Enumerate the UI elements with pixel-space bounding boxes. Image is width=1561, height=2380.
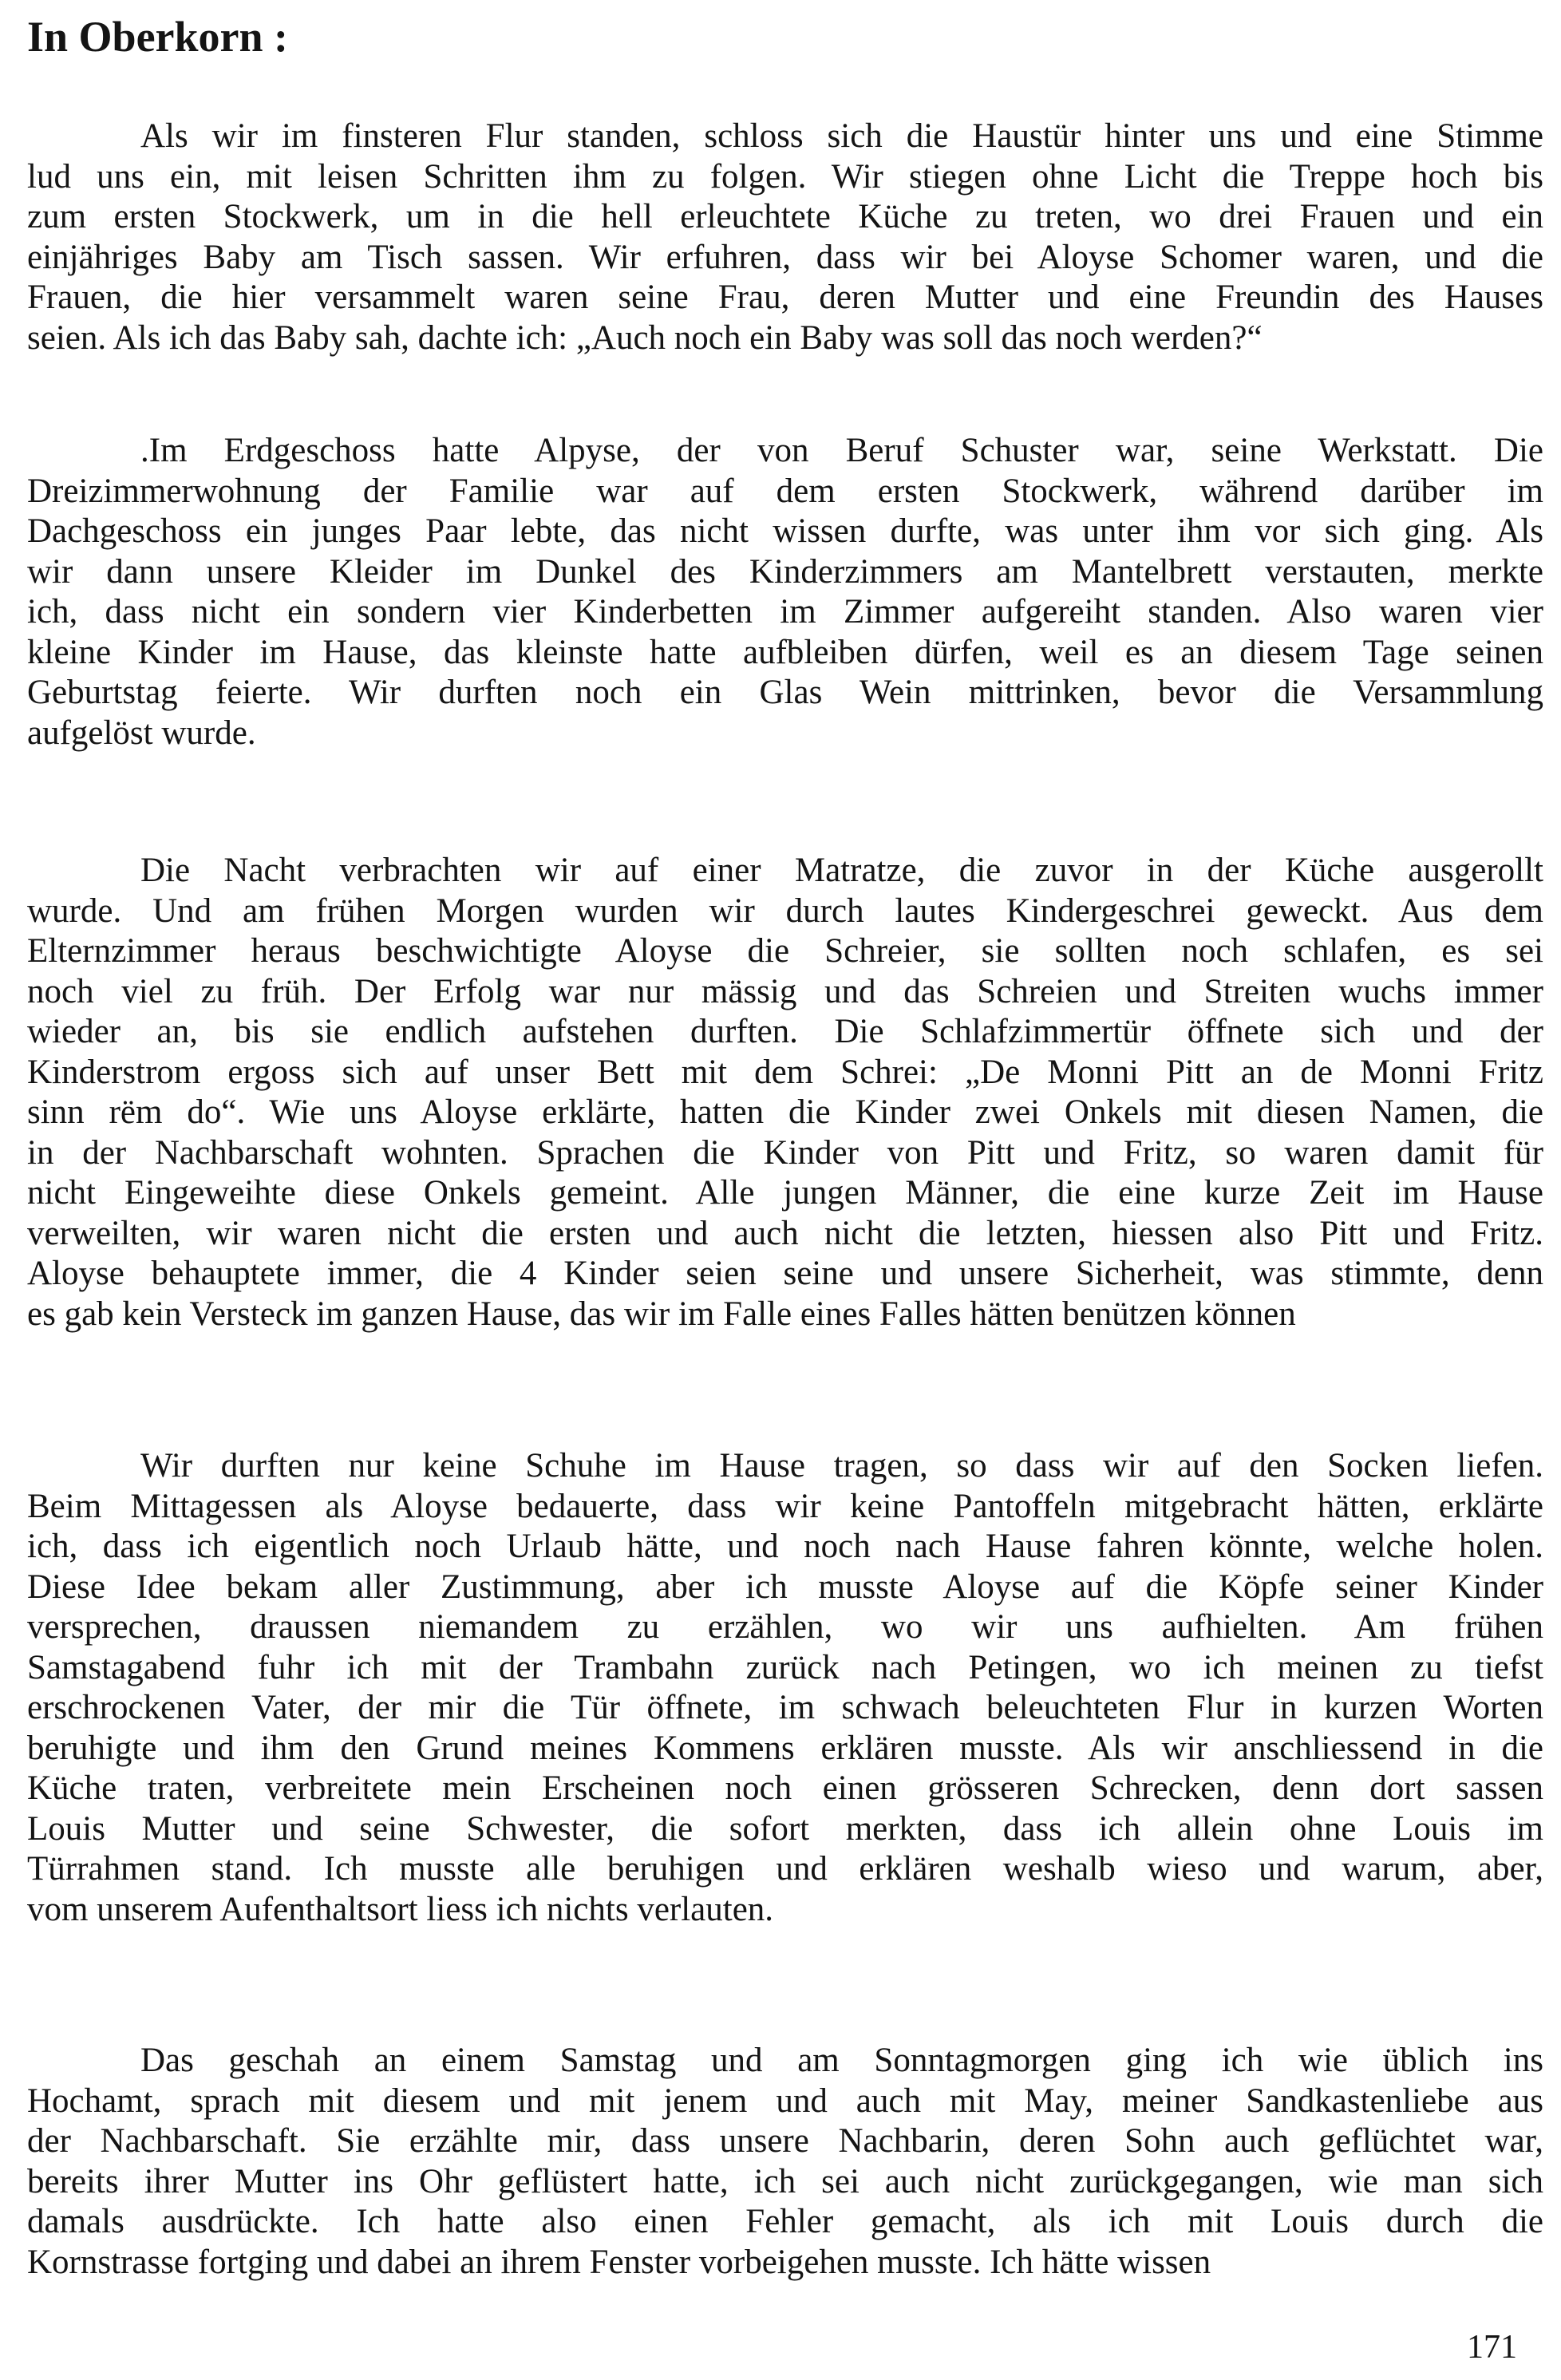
text-line: zum ersten Stockwerk, um in die hell erleuchtete Küche zu treten, wo drei Frauen und ein	[27, 198, 1543, 235]
text-line: Kornstrasse fortging und dabei an ihrem Fenster vorbeigehen musste. Ich hätte wissen	[27, 2243, 1211, 2281]
text-line: beruhigte und ihm den Grund meines Kommens erklären musste. Als wir anschliessend in die	[27, 1729, 1543, 1767]
text-line: Beim Mittagessen als Aloyse bedauerte, dass wir keine Pantoffeln mitgebracht hätten, erklärte	[27, 1487, 1543, 1525]
text-line: Elternzimmer heraus beschwichtigte Aloyse die Schreier, sie sollten noch schlafen, es sei	[27, 932, 1543, 970]
text-line: wurde. Und am frühen Morgen wurden wir durch lautes Kindergeschrei geweckt. Aus dem	[27, 892, 1543, 930]
text-line: Samstagabend fuhr ich mit der Trambahn zurück nach Petingen, wo ich meinen zu tiefst	[27, 1648, 1543, 1686]
text-line: .Im Erdgeschoss hatte Alpyse, der von Beruf Schuster war, seine Werkstatt. Die	[140, 432, 1543, 469]
text-line: in der Nachbarschaft wohnten. Sprachen die Kinder von Pitt und Fritz, so waren damit für	[27, 1133, 1543, 1172]
text-line: nicht Eingeweihte diese Onkels gemeint. Alle jungen Männer, die eine kurze Zeit im Hause	[27, 1174, 1543, 1212]
text-line: verweilten, wir waren nicht die ersten und auch nicht die letzten, hiessen also Pitt und Fritz.	[27, 1214, 1543, 1252]
text-line: noch viel zu früh. Der Erfolg war nur mässig und das Schreien und Streiten wuchs immer	[27, 972, 1543, 1010]
text-line: Diese Idee bekam aller Zustimmung, aber ich musste Aloyse auf die Köpfe seiner Kinder	[27, 1568, 1543, 1606]
page-number: 171	[1467, 2329, 1517, 2366]
text-line: ich, dass ich eigentlich noch Urlaub hätte, und noch nach Hause fahren könnte, welche holen.	[27, 1528, 1543, 1565]
text-line: Louis Mutter und seine Schwester, die sofort merkten, dass ich allein ohne Louis im	[27, 1809, 1543, 1848]
text-line: Dachgeschoss ein junges Paar lebte, das nicht wissen durfte, was unter ihm vor sich ging. Als	[27, 512, 1543, 550]
text-line: wir dann unsere Kleider im Dunkel des Kinderzimmers am Mantelbrett verstauten, merkte	[27, 552, 1543, 591]
text-line: Türrahmen stand. Ich musste alle beruhigen und erklären weshalb wieso und warum, aber,	[27, 1850, 1543, 1888]
text-line: versprechen, draussen niemandem zu erzählen, wo wir uns aufhielten. Am frühen	[27, 1608, 1543, 1646]
paragraph-2	[27, 431, 1543, 753]
text-line: Die Nacht verbrachten wir auf einer Matratze, die zuvor in der Küche ausgerollt	[140, 852, 1543, 889]
text-line: Hochamt, sprach mit diesem und mit jenem und auch mit May, meiner Sandkastenliebe aus	[27, 2082, 1543, 2120]
text-line: seien. Als ich das Baby sah, dachte ich: „Auch noch ein Baby was soll das noch werden?“	[27, 318, 1263, 357]
text-line: einjähriges Baby am Tisch sassen. Wir erfuhren, dass wir bei Aloyse Schomer waren, und die	[27, 238, 1543, 276]
text-line: sinn rëm do“. Wie uns Aloyse erklärte, hatten die Kinder zwei Onkels mit diesen Namen, die	[27, 1093, 1543, 1131]
text-line: Dreizimmerwohnung der Familie war auf dem ersten Stockwerk, während darüber im	[27, 472, 1543, 510]
text-line: erschrockenen Vater, der mir die Tür öffnete, im schwach beleuchteten Flur in kurzen Worten	[27, 1689, 1543, 1726]
text-line: aufgelöst wurde.	[27, 714, 256, 752]
text-line: Wir durften nur keine Schuhe im Hause tragen, so dass wir auf den Socken liefen.	[140, 1447, 1543, 1485]
text-line: wieder an, bis sie endlich aufstehen durften. Die Schlafzimmertür öffnete sich und der	[27, 1013, 1543, 1050]
text-line: Als wir im finsteren Flur standen, schloss sich die Haustür hinter uns und eine Stimme	[140, 117, 1543, 155]
text-line: Frauen, die hier versammelt waren seine Frau, deren Mutter und eine Freundin des Hauses	[27, 279, 1543, 316]
paragraph-4	[27, 1446, 1543, 1930]
text-line: Küche traten, verbreitete mein Erscheinen noch einen grösseren Schrecken, denn dort sassen	[27, 1769, 1543, 1807]
text-line: der Nachbarschaft. Sie erzählte mir, dass unsere Nachbarin, deren Sohn auch geflüchtet war,	[27, 2122, 1543, 2160]
text-line: kleine Kinder im Hause, das kleinste hatte aufbleiben dürfen, weil es an diesem Tage seinen	[27, 633, 1543, 671]
text-line: ich, dass nicht ein sondern vier Kinderbetten im Zimmer aufgereiht standen. Also waren vier	[27, 593, 1543, 631]
text-line: bereits ihrer Mutter ins Ohr geflüstert hatte, ich sei auch nicht zurückgegangen, wie man sich	[27, 2162, 1543, 2200]
text-line: Kinderstrom ergoss sich auf unser Bett mit dem Schrei: „De Monni Pitt an de Monni Fritz	[27, 1053, 1543, 1091]
text-line: vom unserem Aufenthaltsort liess ich nichts verlauten.	[27, 1890, 774, 1928]
paragraph-3	[27, 851, 1543, 1334]
text-line: Aloyse behauptete immer, die 4 Kinder seien seine und unsere Sicherheit, was stimmte, denn	[27, 1255, 1543, 1292]
paragraph-5	[27, 2041, 1543, 2283]
text-line: Geburtstag feierte. Wir durften noch ein Glas Wein mittrinken, bevor die Versammlung	[27, 674, 1543, 711]
text-line: es gab kein Versteck im ganzen Hause, das wir im Falle eines Falles hätten benützen können	[27, 1295, 1296, 1333]
page-title: In Oberkorn :	[27, 13, 289, 61]
text-line: Das geschah an einem Samstag und am Sonntagmorgen ging ich wie üblich ins	[140, 2042, 1543, 2079]
paragraph-1	[27, 117, 1543, 358]
text-line: damals ausdrückte. Ich hatte also einen Fehler gemacht, als ich mit Louis durch die	[27, 2203, 1543, 2240]
text-line: lud uns ein, mit leisen Schritten ihm zu folgen. Wir stiegen ohne Licht die Treppe hoch bis	[27, 157, 1543, 196]
